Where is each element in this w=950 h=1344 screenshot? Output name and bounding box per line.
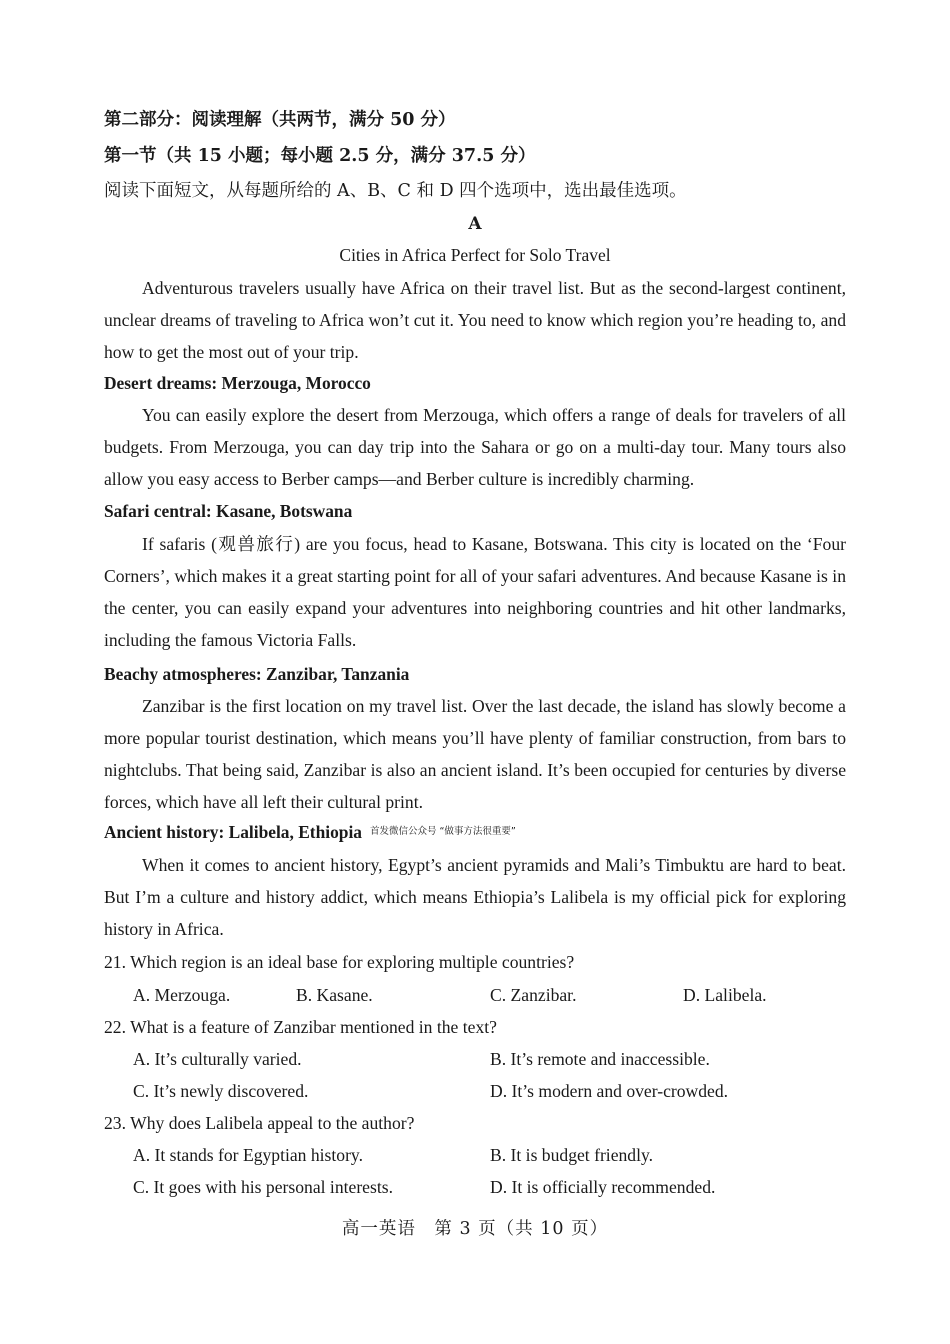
part-header: 第二部分：阅读理解（共两节，满分 50 分） [104, 110, 456, 130]
question-text: Which region is an ideal base for exploring multiple countries? [130, 952, 575, 972]
section-text-kasane: If safaris (观兽旅行) are you focus, head to Kasane, Botswana. This city is located on the ‘Four Corners’, which makes it a great starting point for all of your safari adventures. And because Kasane is in the center, you can easily expand your adventures into neighboring countries and hit other landmarks, including the famous Victoria Falls. [104, 534, 846, 650]
option-23-a[interactable]: A. It stands for Egyptian history. [133, 1145, 363, 1165]
page-footer: 高一英语 第 3 页（共 10 页） [341, 1219, 609, 1239]
question-22 [104, 1017, 497, 1038]
section-text-merzouga: You can easily explore the desert from Merzouga, which offers a range of deals for travelers of all budgets. From Merzouga, you can day trip into the Sahara or go on a multi-day tour. Many tours also allow you easy access to Berber camps—and Berber culture is incredibly charming. [104, 405, 846, 489]
instruction-text: 阅读下面短文，从每题所给的 A、B、C 和 D 四个选项中，选出最佳选项。 [104, 181, 687, 201]
section-header: 第一节（共 15 小题；每小题 2.5 分，满分 37.5 分） [104, 146, 536, 166]
option-23-c[interactable]: C. It goes with his personal interests. [133, 1177, 393, 1197]
option-21-a[interactable]: A. Merzouga. [133, 985, 231, 1005]
section-heading-merzouga: Desert dreams: Merzouga, Morocco [104, 373, 371, 393]
question-text: Why does Lalibela appeal to the author? [130, 1113, 415, 1133]
option-22-d[interactable]: D. It’s modern and over-crowded. [490, 1081, 729, 1101]
option-22-c[interactable]: C. It’s newly discovered. [133, 1081, 309, 1101]
question-23 [104, 1113, 414, 1134]
section-heading-lalibela-text: Ancient history: Lalibela, Ethiopia [104, 822, 362, 842]
question-number: 22. [104, 1017, 126, 1037]
option-23-d[interactable]: D. It is officially recommended. [490, 1177, 716, 1197]
option-21-b[interactable]: B. Kasane. [296, 985, 373, 1005]
section-heading-lalibela [104, 822, 516, 843]
watermark-note: 首发微信公众号 “做事方法很重要” [369, 826, 516, 837]
option-21-d[interactable]: D. Lalibela. [683, 985, 767, 1005]
option-21-c[interactable]: C. Zanzibar. [490, 985, 577, 1005]
section-text-zanzibar: Zanzibar is the first location on my travel list. Over the last decade, the island has slowly become a more popular tourist destination, which means you’ll have plenty of familiar construction, from bars to nightclubs. That being said, Zanzibar is also an ancient island. It’s been occupied for centuries by diverse forces, which have all left their cultural print. [104, 696, 846, 812]
question-number: 21. [104, 952, 126, 972]
passage-label: A [468, 214, 482, 234]
option-23-b[interactable]: B. It is budget friendly. [490, 1145, 654, 1165]
section-heading-kasane: Safari central: Kasane, Botswana [104, 501, 353, 521]
question-number: 23. [104, 1113, 126, 1133]
option-22-b[interactable]: B. It’s remote and inaccessible. [490, 1049, 710, 1069]
intro-paragraph: Adventurous travelers usually have Africa on their travel list. But as the second-largest continent, unclear dreams of traveling to Africa won’t cut it. You need to know which region you’re heading to, and how to get the most out of your trip. [104, 278, 846, 362]
question-21 [104, 952, 574, 973]
option-22-a[interactable]: A. It’s culturally varied. [133, 1049, 302, 1069]
section-heading-zanzibar: Beachy atmospheres: Zanzibar, Tanzania [104, 664, 410, 684]
passage-title: Cities in Africa Perfect for Solo Travel [339, 245, 611, 265]
question-text: What is a feature of Zanzibar mentioned in the text? [130, 1017, 497, 1037]
section-text-lalibela: When it comes to ancient history, Egypt’s ancient pyramids and Mali’s Timbuktu are hard to beat. But I’m a culture and history addict, which means Ethiopia’s Lalibela is my official pick for exploring history in Africa. [104, 855, 846, 939]
